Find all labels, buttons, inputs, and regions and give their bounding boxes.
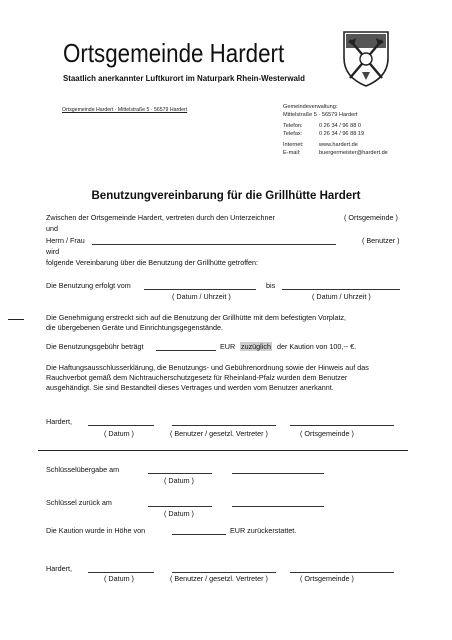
wird-text: wird: [46, 247, 60, 256]
key-handover-datum: ( Datum ): [164, 476, 194, 485]
key-return-datum: ( Datum ): [164, 509, 194, 518]
phone-label: Telefon:: [283, 123, 303, 130]
usage-to-field[interactable]: [282, 289, 400, 290]
sign-datum-label-1: ( Datum ): [104, 429, 134, 438]
fax-value: 0 26 34 / 96 88 19: [319, 130, 365, 137]
datum-uhrzeit-from: ( Datum / Uhrzeit ): [172, 292, 231, 301]
permission-line-2: die übergebenen Geräte und Einrichtungsgegenstände.: [46, 323, 224, 332]
permission-line-1: Die Genehmigung erstreckt sich auf die Benutzung der Grillhütte mit dem befestigten Vorplatz,: [46, 313, 347, 322]
key-return-sign-field[interactable]: [232, 506, 324, 507]
sender-line: Ortsgemeinde Hardert · Mittelstraße 5 · 56579 Hardert: [62, 107, 188, 113]
sign-place-1: Hardert,: [46, 417, 72, 426]
contact-street: Mittelstraße 5 · 56579 Hardert: [283, 111, 358, 118]
sign-date-field-2[interactable]: [88, 572, 154, 573]
internet-link[interactable]: www.hardert.de: [319, 142, 358, 149]
deposit-label: Die Kaution wurde in Höhe von: [46, 526, 146, 535]
coat-of-arms-icon: [340, 28, 392, 88]
key-handover-date-field[interactable]: [148, 473, 212, 474]
contact-org: Gemeindeverwaltung:: [283, 104, 338, 110]
contact-block: [283, 104, 388, 158]
role-benutzer: ( Benutzer ): [362, 236, 400, 245]
sign-place-2: Hardert,: [46, 564, 72, 573]
fee-suffix: der Kaution von 100,-- €.: [277, 342, 357, 351]
key-return-date-field[interactable]: [148, 506, 212, 507]
datum-uhrzeit-to: ( Datum / Uhrzeit ): [312, 292, 371, 301]
usage-from-field[interactable]: [144, 289, 256, 290]
fee-label: Die Benutzungsgebühr beträgt: [46, 342, 144, 351]
sign-datum-label-2: ( Datum ): [104, 574, 134, 583]
usage-label: Die Benutzung erfolgt vom: [46, 281, 131, 290]
fee-highlight: zuzüglich: [241, 342, 271, 351]
fee-eur: EUR: [220, 342, 236, 351]
deposit-suffix: EUR zurückerstattet.: [230, 526, 297, 535]
benutzer-name-field[interactable]: [92, 244, 336, 245]
sign-benutzer-field-1[interactable]: [172, 425, 276, 426]
und-text: und: [46, 224, 58, 233]
agreement-line: folgende Vereinbarung über die Benutzung der Grillhütte getroffen:: [46, 258, 259, 267]
sign-benutzer-label-1: ( Benutzer / gesetzl. Vertreter ): [170, 429, 268, 438]
email-label: E-mail:: [283, 149, 301, 156]
email-link[interactable]: buergermeister@hardert.de: [319, 149, 388, 156]
sign-ortsgemeinde-field-2[interactable]: [290, 572, 394, 573]
internet-label: Internet:: [283, 142, 304, 149]
document-heading: Benutzungvereinbarung für die Grillhütte Hardert: [91, 190, 361, 202]
herr-frau-label: Herrn / Frau: [46, 236, 85, 245]
fee-amount-field[interactable]: [156, 350, 216, 351]
sign-ortsgemeinde-label-2: ( Ortsgemeinde ): [300, 574, 354, 583]
liability-line-1: Die Haftungsausschlusserklärung, die Benutzungs- und Gebührenordnung sowie der Hinweis auf das: [46, 363, 369, 372]
section-divider: [38, 450, 408, 451]
role-ortsgemeinde: ( Ortsgemeinde ): [344, 213, 398, 222]
key-handover-sign-field[interactable]: [232, 473, 324, 474]
sign-benutzer-label-2: ( Benutzer / gesetzl. Vertreter ): [170, 574, 268, 583]
liability-line-3: ausgehändigt. Sie sind Bestandteil dieses Vertrages und werden vom Benutzer anerkannt.: [46, 383, 334, 392]
sign-date-field-1[interactable]: [88, 425, 154, 426]
liability-line-2: Rauchverbot gemäß dem Nichtraucherschutzgesetz für Rheinland-Pfalz wurden dem Benutzer: [46, 373, 348, 382]
sign-benutzer-field-2[interactable]: [172, 572, 276, 573]
fax-label: Telefax:: [283, 130, 303, 137]
fold-mark: [8, 319, 24, 320]
phone-value: 0 26 34 / 96 88 0: [319, 123, 361, 130]
sign-ortsgemeinde-label-1: ( Ortsgemeinde ): [300, 429, 354, 438]
key-handover-label: Schlüsselübergabe am: [46, 465, 120, 474]
page-subtitle: Staatlich anerkannter Luftkurort im Naturpark Rhein-Westerwald: [63, 73, 305, 83]
key-return-label: Schlüssel zurück am: [46, 498, 112, 507]
page-title: Ortsgemeinde Hardert: [63, 38, 285, 68]
deposit-amount-field[interactable]: [172, 534, 226, 535]
intro-line: Zwischen der Ortsgemeinde Hardert, vertreten durch den Unterzeichner: [46, 213, 275, 222]
sign-ortsgemeinde-field-1[interactable]: [290, 425, 394, 426]
bis-text: bis: [266, 281, 276, 290]
